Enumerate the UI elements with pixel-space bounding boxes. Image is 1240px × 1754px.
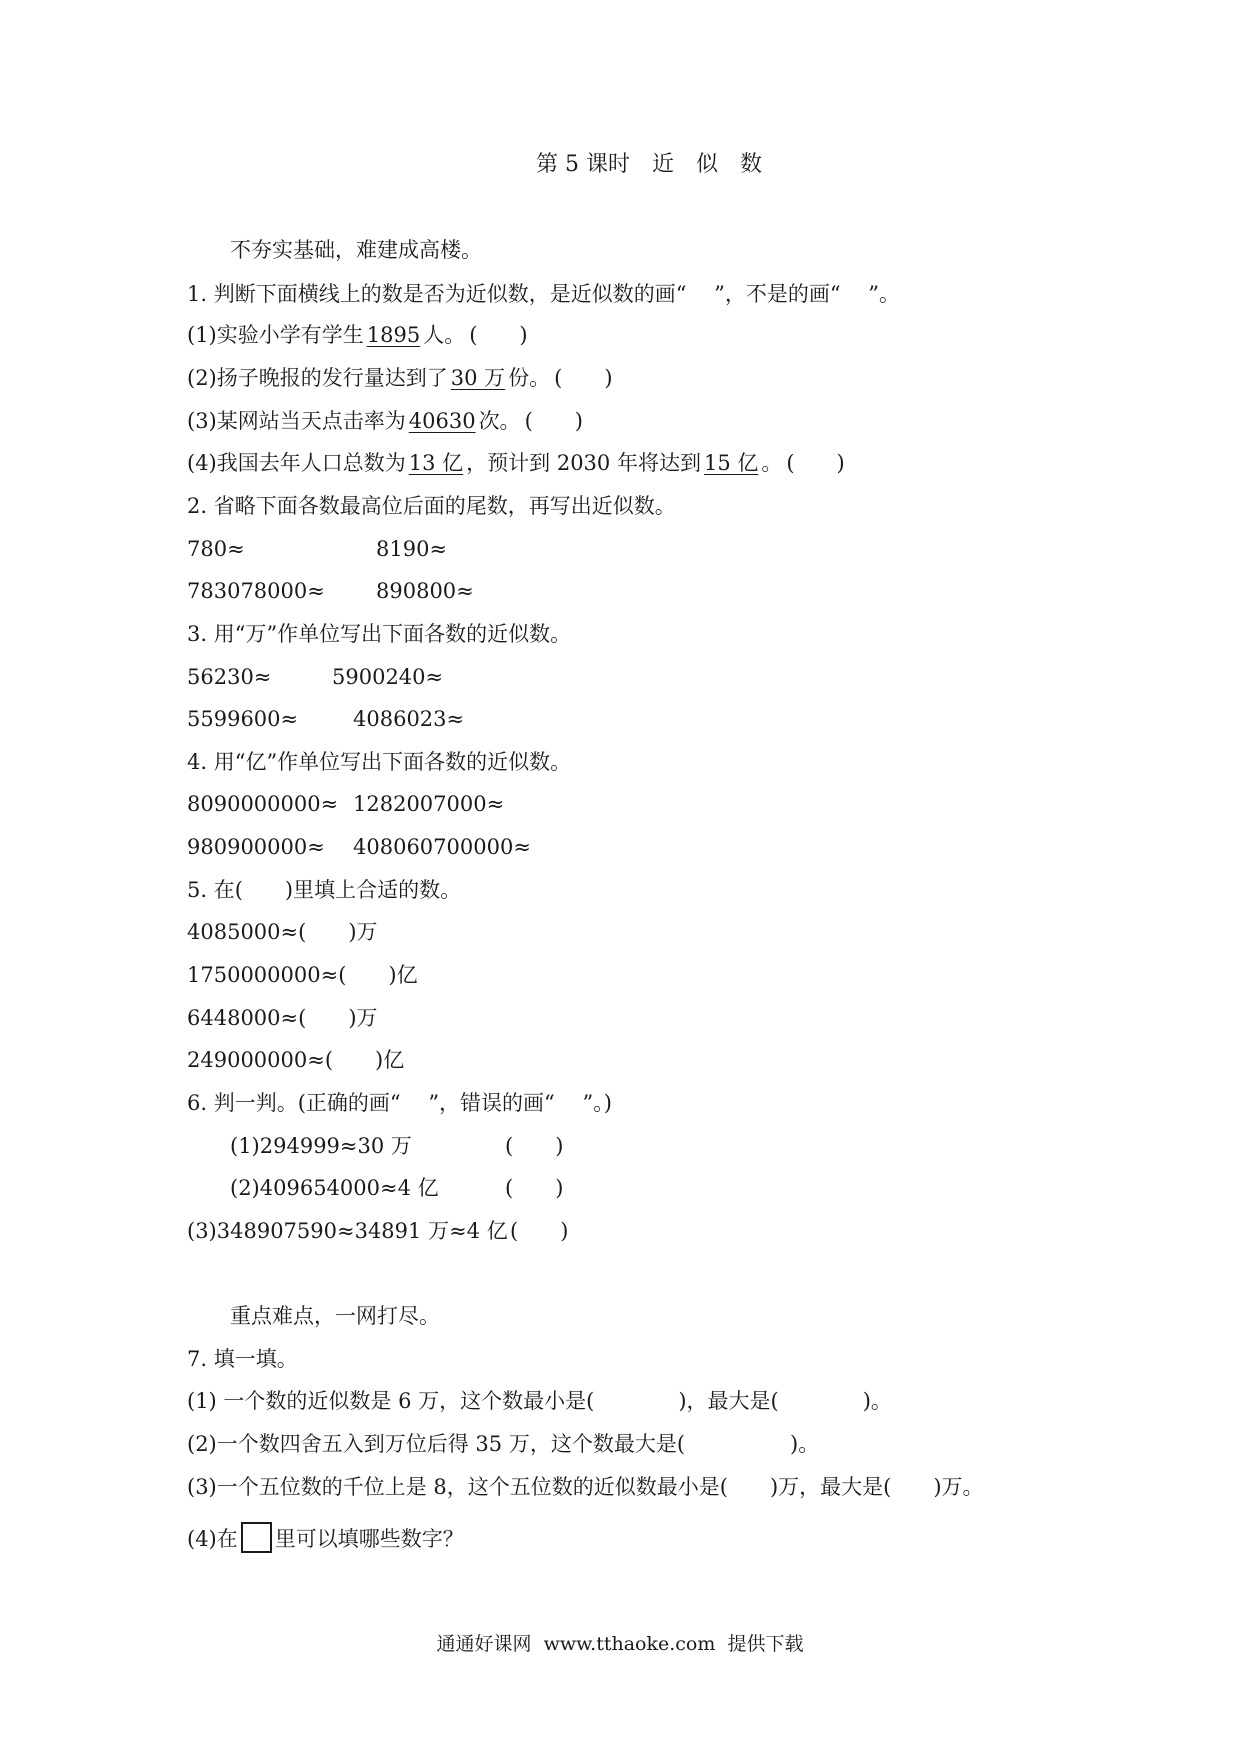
item-text: (4)我国去年人口总数为 (187, 451, 406, 475)
question-1-item (187, 322, 528, 348)
question-6-stem: 6. 判一判。(正确的画“ ”，错误的画“ ”。) (187, 1091, 612, 1115)
question-3-stem: 3. 用“万”作单位写出下面各数的近似数。 (187, 622, 572, 646)
question-3-cell: 4086023≈ (353, 707, 465, 731)
question-7-item (187, 1526, 464, 1553)
answer-blank: ( ) (786, 451, 845, 475)
item-text: 次。 (478, 409, 521, 433)
underlined-number: 15 亿 (703, 451, 759, 475)
question-7-item: (2)一个数四舍五入到万位后得 35 万，这个数最大是( )。 (187, 1432, 820, 1456)
question-6-item: (3)348907590≈34891 万≈4 亿 (187, 1219, 508, 1243)
question-5-item: 1750000000≈( )亿 (187, 963, 418, 987)
question-4-cell: 980900000≈ (187, 835, 325, 859)
answer-blank: ( ) (510, 1219, 569, 1243)
question-2-cell: 780≈ (187, 537, 245, 561)
question-3-cell: 56230≈ (187, 665, 272, 689)
item-text: ，预计到 2030 年将达到 (466, 451, 701, 475)
question-4-cell: 1282007000≈ (353, 792, 505, 816)
answer-blank: ( ) (524, 409, 583, 433)
item-text: 人。 (423, 323, 466, 347)
page-footer: 通通好课网 www.tthaoke.com 提供下载 (436, 1633, 804, 1655)
question-2-stem: 2. 省略下面各数最高位后面的尾数，再写出近似数。 (187, 494, 676, 518)
item-text: (2)扬子晚报的发行量达到了 (187, 366, 448, 390)
question-2-cell: 783078000≈ (187, 579, 325, 603)
item-text: (1)实验小学有学生 (187, 323, 364, 347)
underlined-number: 13 亿 (408, 451, 464, 475)
item-text: 里可以填哪些数字？ (274, 1527, 464, 1551)
item-text: (4)在 (187, 1527, 238, 1551)
answer-box (241, 1522, 272, 1553)
question-4-cell: 8090000000≈ (187, 792, 339, 816)
question-6-item: (2)409654000≈4 亿 (230, 1176, 439, 1200)
question-1-item (187, 450, 845, 476)
question-7-stem: 7. 填一填。 (187, 1347, 298, 1371)
question-3-cell: 5900240≈ (332, 665, 444, 689)
answer-blank: ( ) (469, 323, 528, 347)
question-1-item (187, 408, 583, 434)
question-6-item: (1)294999≈30 万 (230, 1134, 412, 1158)
question-4-stem: 4. 用“亿”作单位写出下面各数的近似数。 (187, 750, 572, 774)
section-motto: 重点难点，一网打尽。 (230, 1304, 440, 1328)
underlined-number: 40630 (408, 409, 476, 433)
underlined-number: 1895 (366, 323, 421, 347)
question-5-item: 6448000≈( )万 (187, 1006, 378, 1030)
answer-blank: ( ) (505, 1176, 564, 1200)
question-5-item: 4085000≈( )万 (187, 920, 378, 944)
question-2-cell: 890800≈ (376, 579, 474, 603)
question-4-cell: 408060700000≈ (353, 835, 531, 859)
question-2-cell: 8190≈ (376, 537, 448, 561)
question-3-cell: 5599600≈ (187, 707, 299, 731)
question-1-item (187, 365, 613, 391)
answer-blank: ( ) (554, 366, 613, 390)
question-7-item: (1) 一个数的近似数是 6 万，这个数最小是( )，最大是( )。 (187, 1389, 892, 1413)
section-motto: 不夯实基础，难建成高楼。 (230, 238, 482, 262)
question-7-item: (3)一个五位数的千位上是 8，这个五位数的近似数最小是( )万，最大是( )万。 (187, 1475, 984, 1499)
item-text: (3)某网站当天点击率为 (187, 409, 406, 433)
underlined-number: 30 万 (450, 366, 506, 390)
answer-blank: ( ) (505, 1134, 564, 1158)
question-1-stem: 1. 判断下面横线上的数是否为近似数，是近似数的画“ ”，不是的画“ ”。 (187, 282, 901, 306)
item-text: 。 (761, 451, 783, 475)
question-5-item: 249000000≈( )亿 (187, 1048, 405, 1072)
page-title: 第 5 课时 近 似 数 (536, 152, 762, 177)
item-text: 份。 (508, 366, 551, 390)
question-5-stem: 5. 在( )里填上合适的数。 (187, 878, 462, 902)
